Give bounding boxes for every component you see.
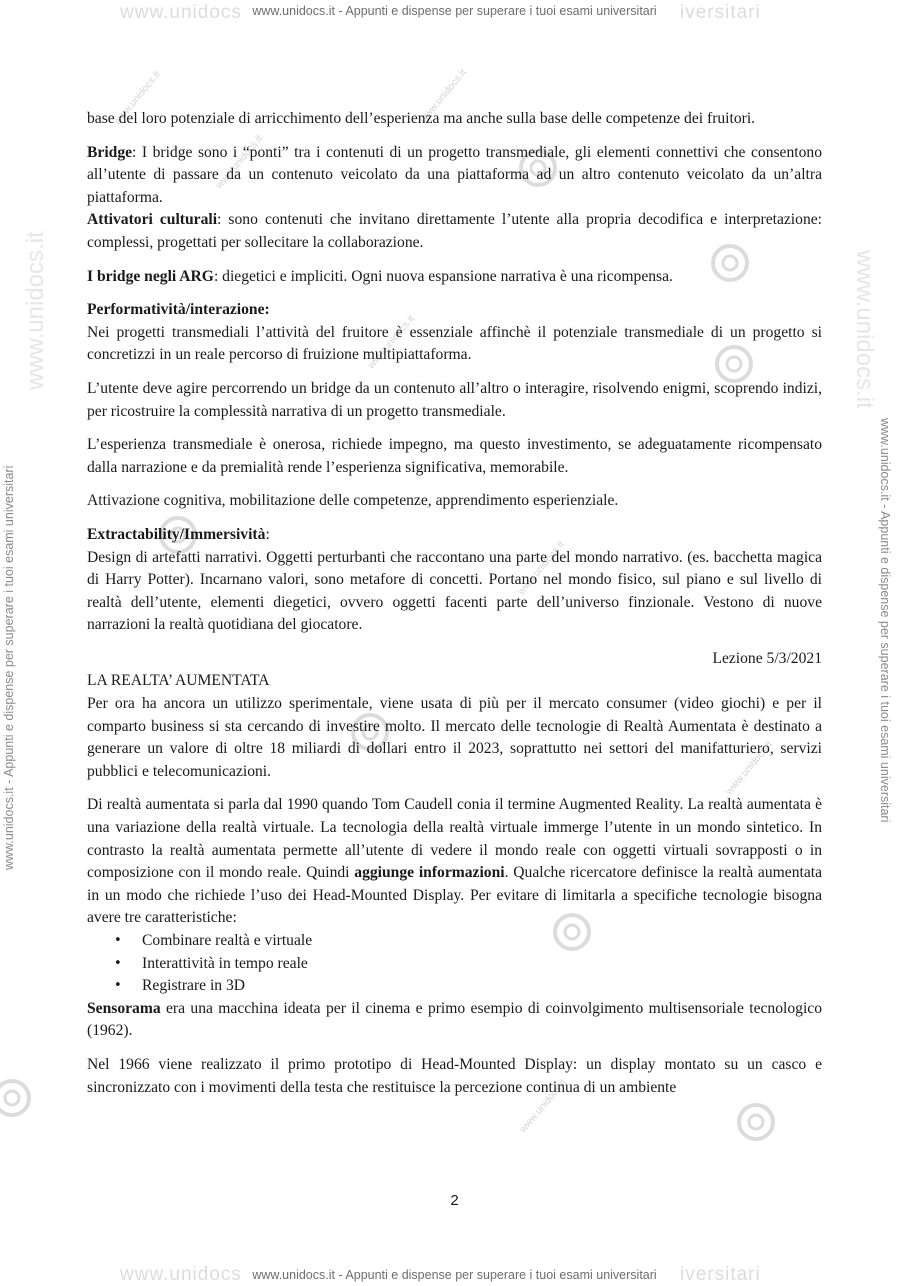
paragraph-attivazione: Attivazione cognitiva, mobilitazione delle competenze, apprendimento esperienziale. <box>87 492 619 510</box>
lesson-date: Lezione 5/3/2021 <box>712 649 822 667</box>
paragraph-bridge <box>87 142 822 210</box>
paragraph-intro: base del loro potenziale di arricchimento dell’esperienza ma anche sulla base delle competenze dei fruitori. <box>87 110 756 127</box>
watermark-ghost-right: iversitari <box>680 1264 761 1285</box>
term-sensorama: Sensorama <box>87 999 161 1017</box>
watermark-left-side: www.unidocs.it - Appunti e dispense per superare i tuoi esami universitari <box>2 465 16 870</box>
extractability-label: Extractability/Immersività <box>87 525 266 543</box>
watermark-right-side: www.unidocs.it - Appunti e dispense per superare i tuoi esami universitari <box>878 418 892 823</box>
list-item: • Registrare in 3D <box>87 975 822 998</box>
watermark-diagonal: www.unidocs.it <box>418 67 469 126</box>
paragraph-utente: L’utente deve agire percorrendo un bridge da un contenuto all’altro o interagire, risolvendo enigmi, scoprendo indizi, per ricostruire la complessità narrativa di un progetto transmediale. <box>87 379 822 420</box>
extractability-colon: : <box>265 525 270 543</box>
document-body <box>87 108 822 1099</box>
watermark-ghost-right: iversitari <box>680 2 761 23</box>
performativita-label: Performatività/interazione: <box>87 301 270 319</box>
unidocs-logo-icon <box>736 1102 776 1142</box>
watermark-diagonal: www.unidocs.it <box>516 539 567 598</box>
history-emphasis: aggiunge informazioni <box>354 864 505 882</box>
watermark-diagonal: www.unidocs.it <box>214 133 265 192</box>
unidocs-logo-icon <box>0 1078 32 1118</box>
watermark-diagonal: www.unidocs.it <box>112 69 163 128</box>
paragraph-attivatori <box>87 209 822 254</box>
list-item: • Combinare realtà e virtuale <box>87 930 822 953</box>
page-number: 2 <box>450 1192 459 1209</box>
paragraph-esperienza: L’esperienza transmediale è onerosa, richiede impegno, ma questo investimento, se adeguatamente ricompensato dalla narrazione e da premialità rende l’esperienza significativa, memorabile. <box>87 436 822 476</box>
term-arg: I bridge negli ARG <box>87 267 214 285</box>
watermark-ghost-left: www.unidocs <box>120 2 242 23</box>
paragraph-performativita: Nei progetti transmediali l’attività del fruitore è essenziale affinchè il potenziale transmediale di un progetto si concretizzi in un reale percorso di fruizione multipiattaforma. <box>87 323 822 364</box>
watermark-footer: www.unidocs.it - Appunti e dispense per superare i tuoi esami universitari <box>252 1268 657 1282</box>
list-item: • Interattività in tempo reale <box>87 953 822 976</box>
watermark-large-right: www.unidocs.it <box>851 250 878 409</box>
sensorama-definition: era una macchina ideata per il cinema e primo esempio di coinvolgimento multisensoriale tecnologico (1962). <box>87 999 822 1040</box>
heading-realta-aumentata: LA REALTA’ AUMENTATA <box>87 672 270 690</box>
paragraph-arg <box>87 266 822 289</box>
bridge-definition: : I bridge sono i “ponti” tra i contenuti di un progetto transmediale, gli elementi connettivi che consentono all’utente di passare da un contenuto veicolato da una piattaforma ad un altro contenuto veicolato da un’altra piattaforma. <box>87 143 822 206</box>
heading-extractability <box>87 524 822 547</box>
watermark-header: www.unidocs.it - Appunti e dispense per superare i tuoi esami universitari <box>252 4 657 18</box>
arg-definition: : diegetici e impliciti. Ogni nuova espansione narrativa è una ricompensa. <box>213 267 673 285</box>
paragraph-realta-aumentata: Per ora ha ancora un utilizzo sperimentale, viene usata di più per il mercato consumer (video giochi) e per il comparto business si sta cercando di investire molto. Il mercato delle tecnologie di Realtà Aumentata è destinato a generare un valore di oltre 18 miliardi di dollari entro il 2023, soprattutto nei settori del manifatturiero, servizi pubblici e telecomunicazioni. <box>87 695 822 780</box>
term-bridge: Bridge <box>87 143 133 161</box>
watermark-large-left: www.unidocs.it <box>22 231 49 390</box>
watermark-diagonal: www.unidocs.it <box>366 313 417 372</box>
paragraph-history <box>87 794 822 930</box>
attivatori-definition: : sono contenuti che invitano direttamente l’utente alla propria decodifica e interpretazione: complessi, progettati per sollecitare la collaborazione. <box>87 211 822 251</box>
term-attivatori: Attivatori culturali <box>87 211 218 229</box>
heading-performativita <box>87 299 822 322</box>
paragraph-sensorama <box>87 998 822 1043</box>
paragraph-hmd: Nel 1966 viene realizzato il primo prototipo di Head-Mounted Display: un display montato su un casco e sincronizzato con i movimenti della testa che restituisce la percezione continua di un ambiente <box>87 1055 822 1096</box>
history-part-b: . Qualche ricercatore definisce la realtà aumentata in un modo che richiede l’uso dei Head-Mounted Display. Per evitare di limitarla a specifiche tecnologie bisogna avere tre caratteristiche: <box>87 864 822 927</box>
watermark-diagonal: www.unidocs.it <box>724 739 775 798</box>
watermark-diagonal: www.unidocs.it <box>518 1077 569 1136</box>
watermark-ghost-left: www.unidocs <box>120 1264 242 1285</box>
characteristics-list <box>87 930 822 998</box>
paragraph-extractability: Design di artefatti narrativi. Oggetti perturbanti che raccontano una parte del mondo narrativo. (es. bacchetta magica di Harry Potter). Incarnano valori, sono metafore di concetti. Portano nel mondo fisico, sul piano e sul livello di realtà dell’utente, elementi diegetici, ovvero oggetti facenti parte dell’universo finzionale. Vestono di nuove narrazioni la realtà quotidiana del giocatore. <box>87 548 822 634</box>
history-part-a: Di realtà aumentata si parla dal 1990 quando Tom Caudell conia il termine Augmented Reality. La realtà aumentata è una variazione della realtà virtuale. La tecnologia della realtà virtuale immerge l’utente in un mondo sintetico. In contrasto la realtà aumentata permette all’utente di vedere il mondo reale con oggetti virtuali sovrapposti o in composizione con il mondo reale. Quindi <box>87 796 822 882</box>
